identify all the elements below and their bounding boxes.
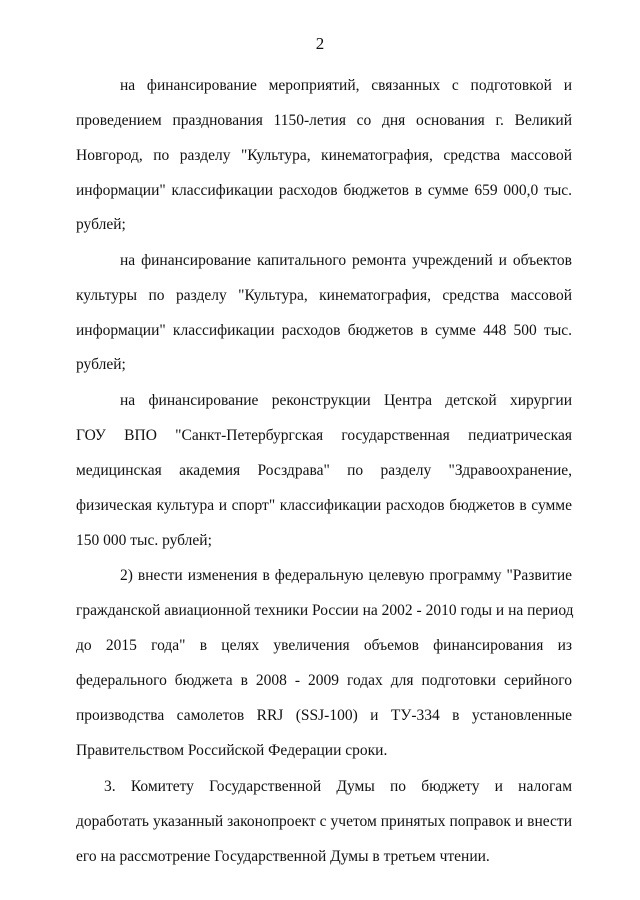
text-line: на финансирование реконструкции Центра детской хирургии [120, 392, 572, 409]
text-line: производства самолетов RRJ (SSJ-100) и ТУ-334 в установленные [76, 707, 572, 724]
text-line: 150 000 тыс. рублей; [76, 532, 212, 549]
text-line: ГОУ ВПО "Санкт-Петербургская государственная педиатрическая [76, 427, 572, 444]
text-line: до 2015 года" в целях увеличения объемов финансирования из [76, 637, 572, 654]
text-line: культуры по разделу "Культура, кинематография, средства массовой [76, 287, 572, 304]
text-line: 2) внести изменения в федеральную целевую программу "Развитие [120, 567, 572, 584]
text-line: Правительством Российской Федерации сроки. [76, 742, 388, 759]
text-line: рублей; [76, 216, 126, 233]
text-line: доработать указанный законопроект с учетом принятых поправок и внести [76, 813, 572, 830]
text-line: информации" классификации расходов бюджетов в сумме 659 000,0 тыс. [76, 182, 572, 199]
text-line: физическая культура и спорт" классификации расходов бюджетов в сумме [76, 497, 572, 514]
page-number: 2 [315, 34, 325, 53]
text-line: гражданской авиационной техники России на 2002 - 2010 годы и на период [76, 602, 574, 619]
text-line: 3. Комитету Государственной Думы по бюджету и налогам [104, 778, 572, 795]
text-line: на финансирование мероприятий, связанных с подготовкой и [120, 77, 572, 94]
text-line: на финансирование капитального ремонта учреждений и объектов [120, 252, 572, 269]
text-line: его на рассмотрение Государственной Думы в третьем чтении. [76, 848, 490, 865]
text-line: Новгород, по разделу "Культура, кинематография, средства массовой [76, 147, 572, 164]
text-line: медицинская академия Росздрава" по разделу "Здравоохранение, [76, 462, 572, 479]
text-line: информации" классификации расходов бюджетов в сумме 448 500 тыс. [76, 322, 572, 339]
text-line: федерального бюджета в 2008 - 2009 годах для подготовки серийного [76, 672, 572, 689]
text-line: рублей; [76, 356, 126, 373]
text-line: проведением празднования 1150-летия со дня основания г. Великий [76, 112, 572, 129]
